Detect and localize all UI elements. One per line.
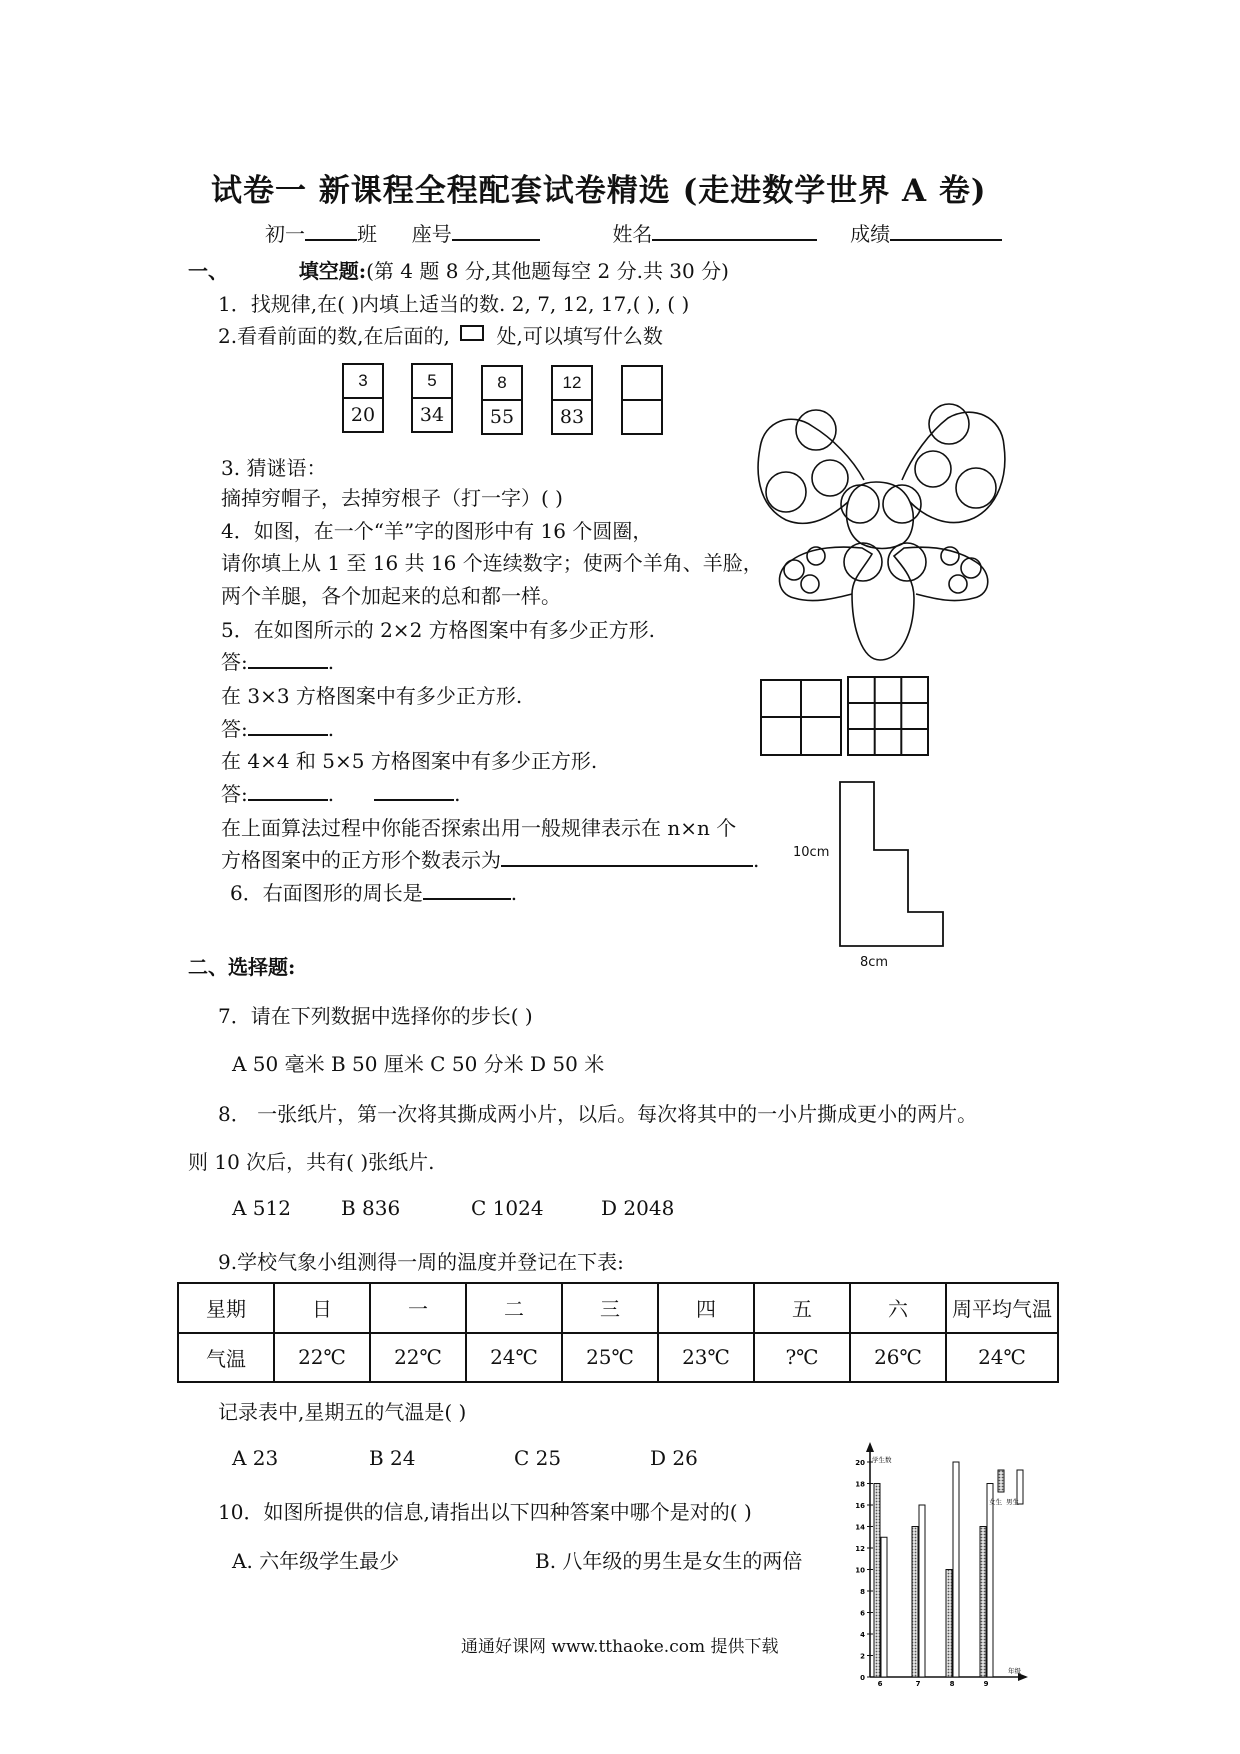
- q9-option-d: D 26: [650, 1446, 698, 1470]
- table-cell: 23℃: [658, 1333, 754, 1383]
- question-6: 6．右面图形的周长是 .: [230, 877, 517, 906]
- bar-girls: [912, 1527, 918, 1678]
- question-4-line2: 请你填上从 1 至 16 共 16 个连续数字；使两个羊角、羊脸，: [221, 551, 763, 575]
- question-5-line3: 在 4×4 和 5×5 方格图案中有多少正方形.: [221, 749, 598, 773]
- q8-option-d: D 2048: [601, 1196, 675, 1220]
- grade-bar-chart: [848, 1440, 1038, 1690]
- table-cell: 一: [370, 1283, 466, 1333]
- section1-heading: [188, 255, 729, 284]
- blank-box-icon: [460, 325, 484, 341]
- number-box-top: 12: [553, 367, 591, 401]
- y-axis-arrow-icon: [866, 1442, 874, 1452]
- question-3-body: 摘掉穷帽子，去掉穷根子（打一字）( ): [221, 486, 563, 510]
- number-box-top[interactable]: [623, 367, 661, 401]
- number-box-bottom[interactable]: [623, 401, 661, 433]
- answer-blank[interactable]: [374, 779, 454, 801]
- question-7: 7．请在下列数据中选择你的步长( ): [218, 1004, 533, 1028]
- y-tick-label: 8: [860, 1588, 865, 1596]
- bar-boys: [953, 1462, 959, 1677]
- y-tick-label: 4: [860, 1631, 865, 1639]
- question-4-line3: 两个羊腿，各个加起来的总和都一样。: [221, 584, 561, 608]
- section1-title: 填空题:: [298, 259, 367, 283]
- bar-boys: [919, 1505, 925, 1677]
- q8-option-b: B 836: [341, 1196, 401, 1220]
- answer-blank[interactable]: [248, 647, 328, 669]
- x-tick-label: 6: [877, 1680, 883, 1688]
- x-tick-label: 8: [949, 1680, 955, 1688]
- table-cell: 日: [274, 1283, 370, 1333]
- y-axis-label: 学生数: [872, 1456, 892, 1464]
- number-box-top: 5: [413, 365, 451, 399]
- table-cell: 22℃: [274, 1333, 370, 1383]
- x-axis-label: 年级: [1008, 1667, 1021, 1675]
- q5-line5-text: 方格图案中的正方形个数表示为: [221, 848, 501, 872]
- answer-label: 答:: [221, 782, 248, 806]
- seat-label: 座号: [411, 222, 452, 246]
- x-tick-label: 7: [915, 1680, 921, 1688]
- chart-bars: [874, 1462, 993, 1677]
- class-blank[interactable]: [305, 219, 357, 241]
- table-cell: 24℃: [466, 1333, 562, 1383]
- number-box: [551, 365, 593, 435]
- height-label: 10cm: [793, 845, 830, 860]
- question-8-line1: 8． 一张纸片，第一次将其撕成两小片，以后。每次将其中的一小片撕成更小的两片。: [218, 1102, 978, 1126]
- number-box-empty[interactable]: [621, 365, 663, 435]
- seat-blank[interactable]: [452, 219, 540, 241]
- question-5-line4: 在上面算法过程中你能否探索出用一般规律表示在 n×n 个: [221, 816, 737, 840]
- question-5-line5: 方格图案中的正方形个数表示为 .: [221, 844, 759, 873]
- y-tick-label: 0: [860, 1674, 865, 1682]
- question-9-ask: 记录表中,星期五的气温是( ): [218, 1400, 467, 1424]
- legend-girls-label: 女生: [989, 1498, 1002, 1506]
- bar-girls: [946, 1570, 952, 1678]
- score-label: 成绩: [850, 222, 891, 246]
- q8-option-a: A 512: [232, 1196, 291, 1220]
- q9-option-b: B 24: [369, 1446, 416, 1470]
- question-7-options: A 50 毫米 B 50 厘米 C 50 分米 D 50 米: [232, 1052, 605, 1076]
- grid-2x2-figure: [760, 679, 844, 757]
- formula-blank[interactable]: [501, 845, 753, 867]
- q9-option-c: C 25: [514, 1446, 562, 1470]
- table-cell: 26℃: [850, 1333, 946, 1383]
- table-cell: 24℃: [946, 1333, 1058, 1383]
- x-tick-label: 9: [983, 1680, 989, 1688]
- table-header-row: [178, 1283, 1058, 1333]
- q8-option-c: C 1024: [471, 1196, 544, 1220]
- number-box-bottom: 34: [419, 404, 445, 426]
- number-box: [342, 363, 384, 433]
- score-blank[interactable]: [890, 219, 1002, 241]
- section1-number: 一、: [188, 259, 228, 283]
- q2-prefix: 2.看看前面的数,在后面的,: [218, 324, 450, 348]
- table-cell: 四: [658, 1283, 754, 1333]
- question-5-line1: 5．在如图所示的 2×2 方格图案中有多少正方形.: [221, 618, 656, 642]
- q9-option-a: A 23: [232, 1446, 279, 1470]
- section2-heading: 二、选择题:: [188, 955, 296, 979]
- table-cell: ?℃: [754, 1333, 850, 1383]
- y-tick-label: 16: [855, 1502, 865, 1510]
- bar-boys: [881, 1537, 887, 1677]
- answer-blank[interactable]: [248, 714, 328, 736]
- name-blank[interactable]: [652, 219, 817, 241]
- y-tick-label: 12: [855, 1545, 865, 1553]
- number-box: [411, 363, 453, 433]
- q2-suffix: 处,可以填写什么数: [496, 324, 663, 348]
- answer-5c: 答: . .: [221, 778, 460, 807]
- header-fields: [265, 218, 1002, 247]
- answer-label: 答:: [221, 717, 248, 741]
- temperature-table: [177, 1282, 1059, 1383]
- class-label: 班: [357, 222, 377, 246]
- number-box: [481, 365, 523, 435]
- table-cell: 周平均气温: [946, 1283, 1058, 1333]
- answer-blank[interactable]: [248, 779, 328, 801]
- answer-label: 答:: [221, 650, 248, 674]
- number-box-top: 3: [344, 365, 382, 399]
- question-5-line2: 在 3×3 方格图案中有多少正方形.: [221, 684, 523, 708]
- bar-girls: [980, 1527, 986, 1678]
- table-cell: 三: [562, 1283, 658, 1333]
- grid-3x3-figure: [847, 676, 931, 757]
- page-title: 试卷一 新课程全程配套试卷精选 (走进数学世界 A 卷): [211, 173, 987, 209]
- number-box-bottom: 83: [559, 406, 585, 428]
- footer-text: 通通好课网 www.tthaoke.com 提供下载: [461, 1637, 779, 1657]
- grade-label: 初一: [265, 222, 305, 246]
- q6-text: 6．右面图形的周长是: [230, 881, 423, 905]
- legend-girls-swatch: [998, 1470, 1004, 1492]
- sheep-figure: [752, 398, 1012, 664]
- question-2: [218, 320, 663, 349]
- legend-boys-label: 男生: [1006, 1498, 1019, 1506]
- section1-desc: (第 4 题 8 分,其他题每空 2 分.共 30 分): [366, 259, 729, 283]
- bar-girls: [874, 1484, 880, 1678]
- table-cell: 25℃: [562, 1333, 658, 1383]
- width-label: 8cm: [860, 955, 889, 970]
- name-label: 姓名: [612, 222, 653, 246]
- number-box-bottom: 55: [489, 406, 515, 428]
- table-cell: 气温: [178, 1333, 274, 1383]
- table-cell: 五: [754, 1283, 850, 1333]
- table-cell: 星期: [178, 1283, 274, 1333]
- q10-option-a: A. 六年级学生最少: [232, 1549, 400, 1573]
- y-tick-label: 20: [855, 1459, 865, 1467]
- y-tick-label: 18: [855, 1480, 865, 1489]
- y-tick-label: 14: [855, 1523, 865, 1532]
- answer-5a: 答: .: [221, 646, 334, 675]
- number-box-bottom: 20: [350, 404, 376, 426]
- number-box-top: 8: [483, 367, 521, 401]
- question-10: 10．如图所提供的信息,请指出以下四种答案中哪个是对的( ): [218, 1500, 752, 1524]
- y-tick-label: 10: [855, 1566, 865, 1575]
- bar-boys: [987, 1484, 993, 1678]
- y-tick-label: 6: [860, 1609, 865, 1618]
- question-4-line1: 4．如图，在一个“羊”字的图形中有 16 个圆圈，: [221, 519, 653, 543]
- question-3-title: 3. 猜谜语：: [221, 456, 327, 480]
- question-8-line2: 则 10 次后，共有( )张纸片.: [188, 1150, 435, 1174]
- perimeter-blank[interactable]: [423, 878, 511, 900]
- table-cell: 22℃: [370, 1333, 466, 1383]
- question-1: 1．找规律,在( )内填上适当的数. 2, 7, 12, 17,( ), ( ): [218, 292, 690, 316]
- question-9: 9.学校气象小组测得一周的温度并登记在下表:: [218, 1250, 624, 1274]
- q10-option-b: B. 八年级的男生是女生的两倍: [535, 1549, 803, 1573]
- staircase-figure: [790, 780, 950, 972]
- y-tick-label: 2: [860, 1652, 865, 1661]
- answer-5b: 答: .: [221, 713, 334, 742]
- table-row: [178, 1333, 1058, 1383]
- table-cell: 六: [850, 1283, 946, 1333]
- table-cell: 二: [466, 1283, 562, 1333]
